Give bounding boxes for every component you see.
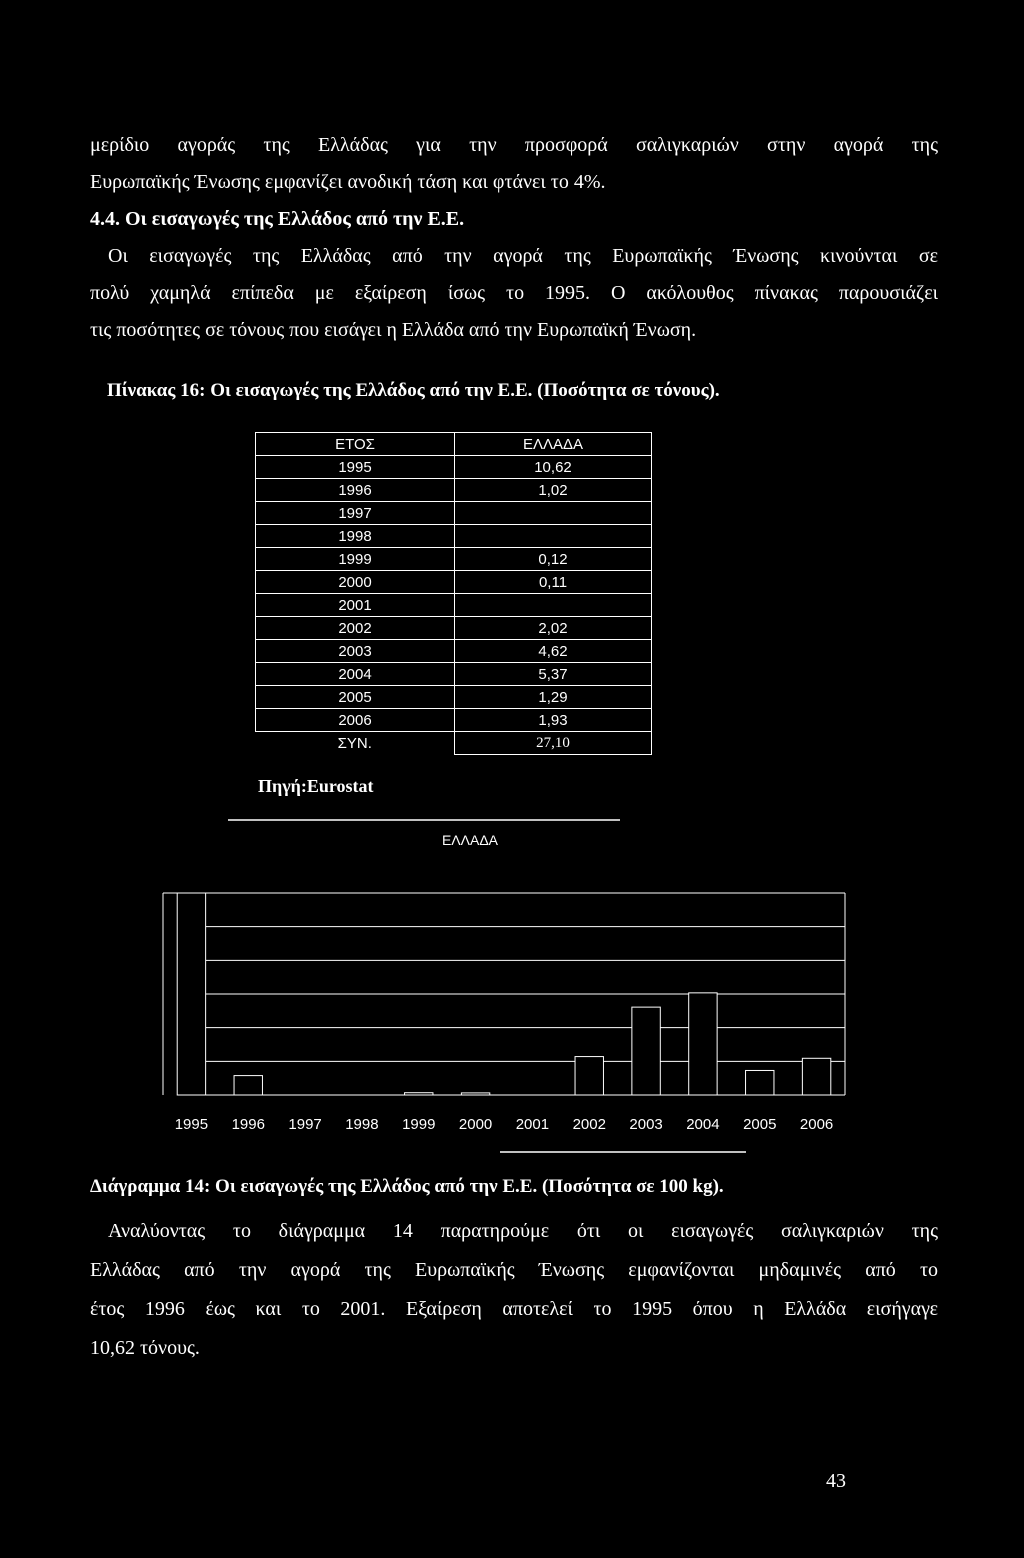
chart-bar-1999	[405, 1093, 433, 1095]
chart-x-tick-label: 2000	[458, 1116, 493, 1133]
section-paragraph	[90, 238, 938, 349]
chart-x-tick-label: 1996	[231, 1116, 265, 1133]
chart-bar-2004	[689, 993, 717, 1095]
table-cell-year: 2004	[256, 663, 455, 686]
table-row	[256, 686, 652, 709]
section-line-1: Οι εισαγωγές της Ελλάδας από την αγορά της Ευρωπαϊκής Ένωσης κινούνται σε	[108, 245, 938, 267]
chart-bar-2006	[802, 1058, 830, 1095]
table-cell-year: 2002	[256, 617, 455, 640]
table-row	[256, 456, 652, 479]
chart-x-tick-label: 1995	[174, 1116, 209, 1133]
section-line-2: πολύ χαμηλά επίπεδα με εξαίρεση ίσως το 1995. Ο ακόλουθος πίνακας παρουσιάζει	[90, 282, 938, 304]
table-row	[256, 663, 652, 686]
table-row	[256, 617, 652, 640]
chart-x-tick-label: 1997	[288, 1116, 322, 1133]
total-label: ΣΥΝ.	[256, 732, 455, 755]
table-cell-year: 2000	[256, 571, 455, 594]
chart-x-tick-label: 2006	[799, 1116, 834, 1133]
table-cell-value: 1,29	[455, 686, 652, 709]
chart-x-tick-label: 2004	[686, 1116, 720, 1133]
table-cell-year: 1995	[256, 456, 455, 479]
analysis-line-1: Αναλύοντας το διάγραμμα 14 παρατηρούμε ότι οι εισαγωγές σαλιγκαριών της	[108, 1220, 938, 1242]
table-row	[256, 571, 652, 594]
chart-bar-2003	[632, 1007, 660, 1095]
chart-x-ticks	[175, 1116, 834, 1133]
table-row	[256, 594, 652, 617]
table-cell-value: 0,11	[455, 571, 652, 594]
analysis-line-3: έτος 1996 έως και το 2001. Εξαίρεση αποτελεί το 1995 όπου η Ελλάδα εισήγαγε	[90, 1298, 938, 1320]
table-cell-value	[455, 502, 652, 525]
table-cell-year: 1999	[256, 548, 455, 571]
diagram-caption: Διάγραμμα 14: Οι εισαγωγές της Ελλάδος από την Ε.Ε. (Ποσότητα σε 100 kg).	[90, 1176, 724, 1197]
chart-bar-2005	[746, 1070, 774, 1095]
intro-line-2: Ευρωπαϊκής Ένωσης εμφανίζει ανοδική τάση και φτάνει το 4%.	[90, 171, 606, 193]
section-line-3: τις ποσότητες σε τόνους που εισάγει η Ελλάδα από την Ευρωπαϊκή Ένωση.	[90, 319, 697, 341]
header-greece: ΕΛΛΑΔΑ	[455, 433, 652, 456]
table-cell-year: 1997	[256, 502, 455, 525]
chart-x-tick-label: 2003	[629, 1116, 663, 1133]
table-cell-value: 10,62	[455, 456, 652, 479]
table-cell-year: 2001	[256, 594, 455, 617]
header-year: ΕΤΟΣ	[256, 433, 455, 456]
table-cell-value: 5,37	[455, 663, 652, 686]
table-cell-value: 0,12	[455, 548, 652, 571]
table-cell-value: 1,93	[455, 709, 652, 732]
table-cell-value: 4,62	[455, 640, 652, 663]
table-cell-value: 1,02	[455, 479, 652, 502]
section-heading: 4.4. Οι εισαγωγές της Ελλάδος από την Ε.Ε.	[90, 208, 465, 230]
chart-x-tick-label: 2005	[743, 1116, 777, 1133]
chart-x-tick-label: 2002	[572, 1116, 606, 1133]
table-cell-year: 1998	[256, 525, 455, 548]
analysis-line-2: Ελλάδας από την αγορά της Ευρωπαϊκής Ένωσης εμφανίζονται μηδαμινές από το	[90, 1259, 938, 1281]
table-total-row	[256, 732, 652, 755]
chart-x-tick-label: 2001	[515, 1116, 550, 1133]
table-cell-year: 2003	[256, 640, 455, 663]
table-body	[256, 456, 652, 732]
table-row	[256, 502, 652, 525]
chart-bar-2002	[575, 1057, 603, 1095]
imports-bar-chart	[0, 800, 1024, 1160]
imports-table	[255, 432, 652, 755]
intro-paragraph	[90, 127, 938, 201]
table-cell-year: 2006	[256, 709, 455, 732]
table-cell-year: 1996	[256, 479, 455, 502]
table-header-row	[256, 433, 652, 456]
intro-line-1: μερίδιο αγοράς της Ελλάδας για την προσφορά σαλιγκαριών στην αγορά της	[90, 134, 938, 156]
total-value: 27,10	[455, 732, 652, 755]
chart-bar-1996	[234, 1076, 262, 1095]
table-cell-value	[455, 594, 652, 617]
table-row	[256, 709, 652, 732]
table-cell-year: 2005	[256, 686, 455, 709]
page-number: 43	[826, 1470, 846, 1492]
analysis-paragraph	[90, 1212, 938, 1368]
chart-x-tick-label: 1998	[345, 1116, 379, 1133]
chart-bar-1995	[177, 893, 205, 1095]
table-cell-value: 2,02	[455, 617, 652, 640]
table-source: Πηγή:Eurostat	[258, 776, 374, 796]
chart-title: ΕΛΛΑΔΑ	[441, 832, 499, 848]
chart-bar-2000	[461, 1093, 489, 1095]
table-row	[256, 525, 652, 548]
chart-grid	[163, 893, 845, 1095]
chart-x-tick-label: 1999	[402, 1116, 436, 1133]
table-row	[256, 479, 652, 502]
table-row	[256, 548, 652, 571]
analysis-line-4: 10,62 τόνους.	[90, 1337, 200, 1359]
table-cell-value	[455, 525, 652, 548]
table-row	[256, 640, 652, 663]
table-caption: Πίνακας 16: Οι εισαγωγές της Ελλάδος από την Ε.Ε. (Ποσότητα σε τόνους).	[107, 380, 720, 401]
